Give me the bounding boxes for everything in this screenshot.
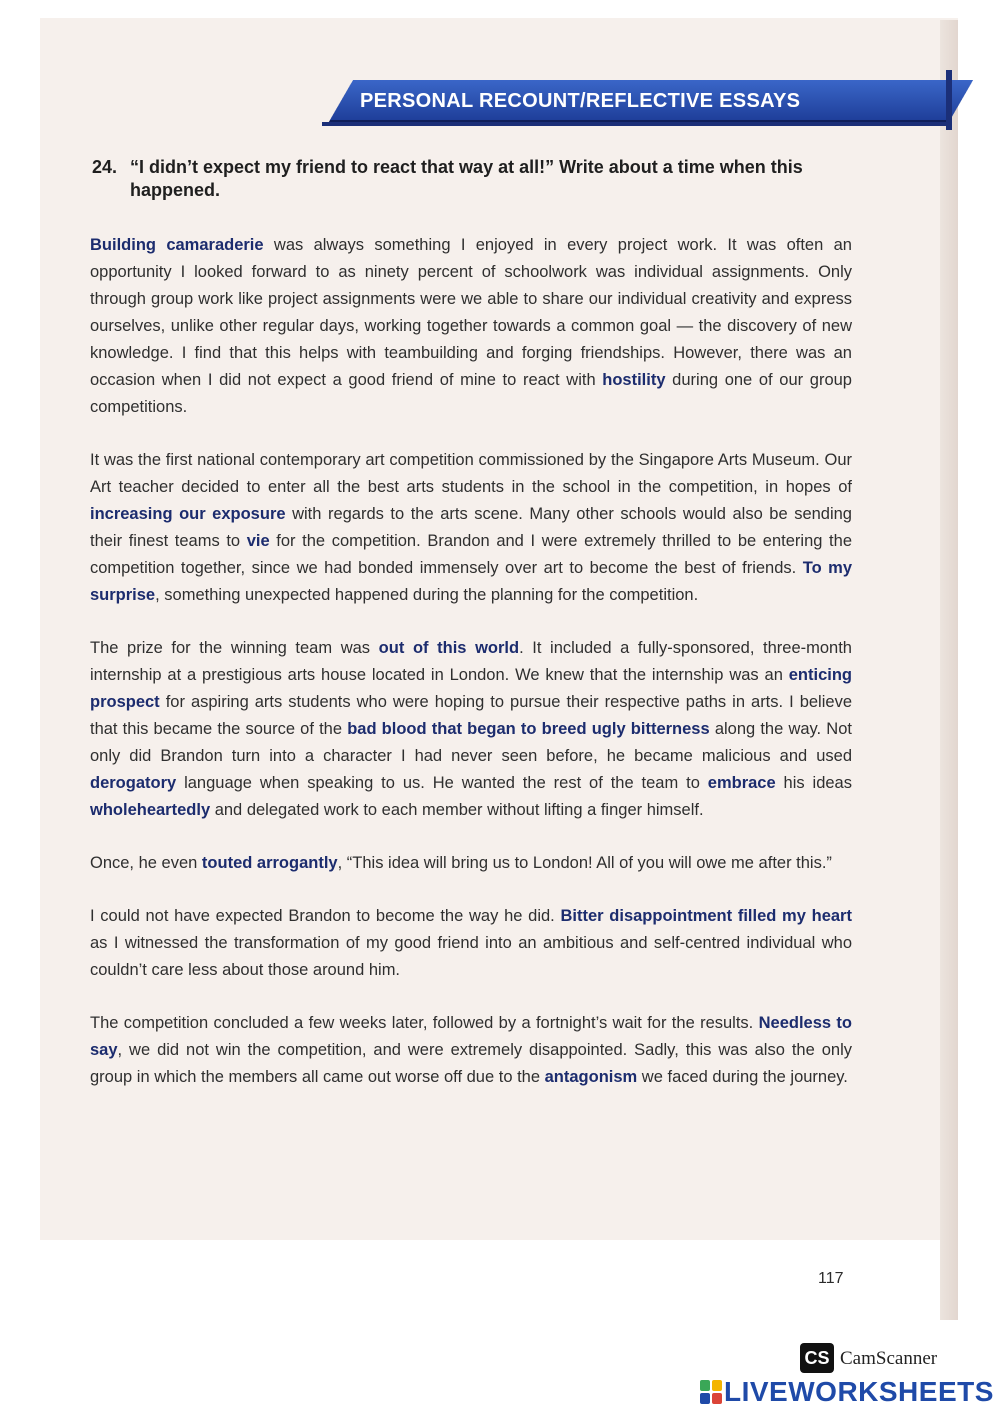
paragraph-text: , something unexpected happened during the planning for the competition. [155,586,699,604]
highlighted-phrase: vie [246,532,270,550]
highlighted-phrase: increasing our exposure [90,505,286,523]
camscanner-watermark: CamScanner [840,1348,938,1369]
highlighted-phrase: Bitter disappointment filled my heart [560,907,852,925]
highlighted-phrase: Building camaraderie [90,236,264,254]
highlighted-phrase: hostility [602,371,666,389]
highlighted-phrase: out of this world [378,639,520,657]
paragraph-text: during one of our group competitions. [90,371,852,416]
highlighted-phrase: antagonism [544,1068,638,1086]
section-header-tick [946,70,952,130]
essay-paragraph [90,635,852,824]
essay-paragraph [90,850,852,877]
paragraph-text: with regards to the arts scene. Many other schools would also be sending their finest teams to [90,505,852,550]
paragraph-text: along the way. Not only did Brandon turn into a character I had never seen before, he became malicious and used [90,720,852,765]
liveworksheets-watermark: LIVEWORKSHEETS [724,1376,994,1407]
paragraph-text: we faced during the journey. [637,1068,848,1086]
question-text: “I didn’t expect my friend to react that way at all!” Write about a time when this happened. [130,157,803,200]
paragraph-text: for aspiring arts students who were hoping to pursue their respective paths in arts. I believe that this became the source of the [90,693,852,738]
paragraph-text: It was the first national contemporary art competition commissioned by the Singapore Arts Museum. Our Art teacher decided to enter all the best arts students in the school in the competition, in hopes of [90,451,852,496]
liveworksheets-icon [700,1380,722,1404]
paragraph-text: his ideas [775,774,852,792]
essay-paragraph [90,447,852,609]
question-number: 24. [92,157,118,177]
paragraph-text: . It included a fully-sponsored, three-month internship at a prestigious arts house located in London. We knew that the internship was an [90,639,852,684]
section-header-title: PERSONAL RECOUNT/REFLECTIVE ESSAYS [360,90,801,112]
paragraph-text: I could not have expected Brandon to become the way he did. [90,907,561,925]
page-number: 117 [818,1270,844,1287]
paragraph-text: The prize for the winning team was [90,639,379,657]
paragraph-text: language when speaking to us. He wanted the rest of the team to [176,774,708,792]
essay-paragraph [90,232,852,421]
essay-paragraph [90,1010,852,1091]
highlighted-phrase: embrace [707,774,776,792]
essay-body [90,232,852,1117]
paragraph-text: , we did not win the competition, and were extremely disappointed. Sadly, this was also the only group in which the members all came out worse off due to the [90,1041,852,1086]
paragraph-text: as I witnessed the transformation of my good friend into an ambitious and self-centred individual who couldn’t care less about those around him. [90,934,852,979]
page-edge [940,20,958,1320]
highlighted-phrase: derogatory [90,774,177,792]
paragraph-text: for the competition. Brandon and I were extremely thrilled to be entering the competition together, since we had bonded immensely over art to become the best of friends. [90,532,852,577]
paragraph-text: The competition concluded a few weeks later, followed by a fortnight’s wait for the results. [90,1014,759,1032]
camscanner-logo: CS [800,1343,834,1373]
paragraph-text: , “This idea will bring us to London! All of you will owe me after this.” [337,854,832,872]
essay-question [92,156,852,202]
paragraph-text: and delegated work to each member without lifting a finger himself. [210,801,704,819]
highlighted-phrase: To my surprise [90,559,852,604]
essay-paragraph [90,903,852,984]
paragraph-text: Once, he even [90,854,202,872]
paragraph-text: was always something I enjoyed in every project work. It was often an opportunity I looked forward to as ninety percent of schoolwork was individual assignments. Only through group work like project assignments were we able to share our individual creativity and express ourselves, unlike other regular days, working together towards a common goal — the discovery of new knowledge. I find that this helps with teambuilding and forging friendships. However, there was an occasion when I did not expect a good friend of mine to react with [90,236,852,389]
highlighted-phrase: enticing prospect [90,666,852,711]
section-header-underline [322,122,952,126]
highlighted-phrase: bad blood that began to breed ugly bitterness [347,720,710,738]
highlighted-phrase: touted arrogantly [201,854,338,872]
highlighted-phrase: Needless to say [90,1014,852,1059]
highlighted-phrase: wholeheartedly [90,801,211,819]
